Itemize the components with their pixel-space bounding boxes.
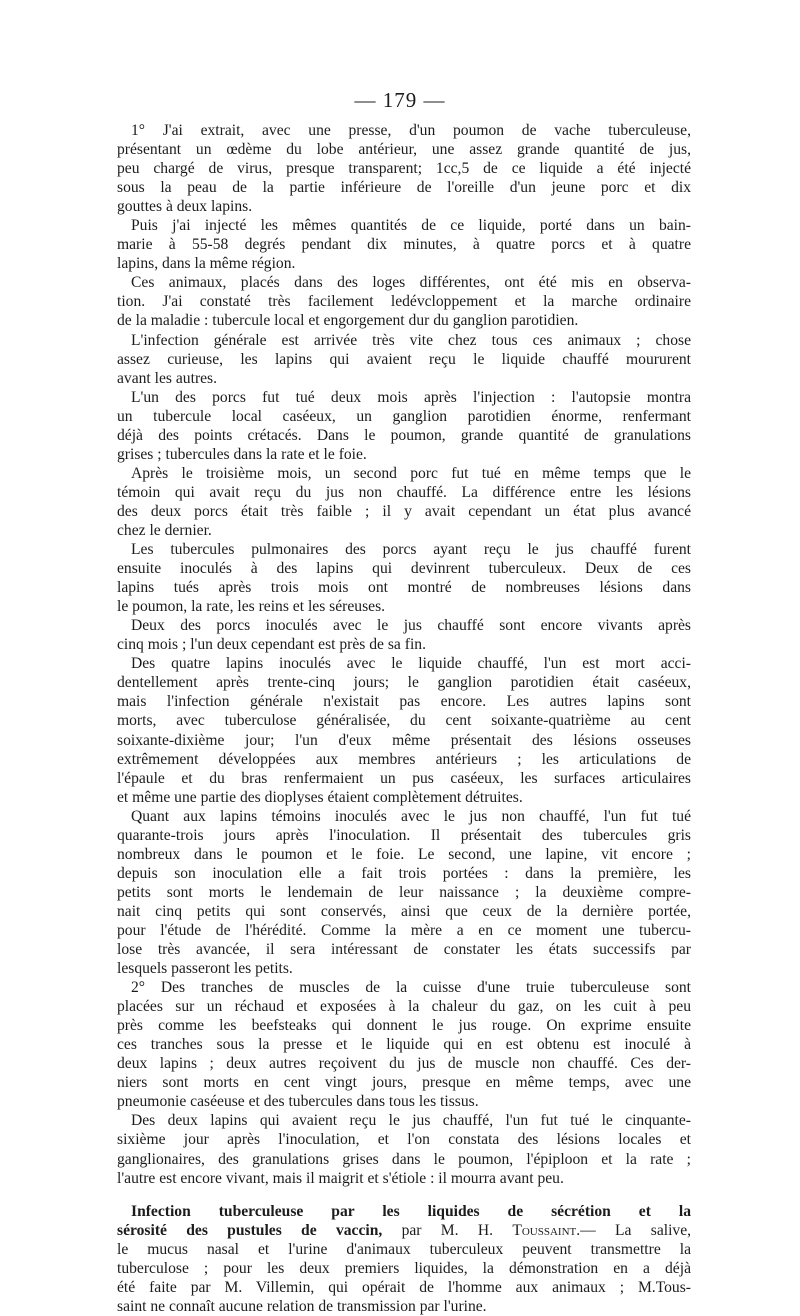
text-line: l'autre est encore vivant, mais il maigrit et s'étiole : il mourra avant peu. [117,1169,564,1187]
paragraph [117,978,691,1111]
text-line: ces tranches sous la presse et le liquide qui en est obtenu est inoculé à [117,1036,691,1054]
paragraph [117,216,691,273]
section-entry [117,1202,691,1316]
text-line: déjà des points crétacés. Dans le poumon, grande quantité de granulations [117,426,691,444]
body-text [117,121,691,1316]
text-line: 1° J'ai extrait, avec une presse, d'un poumon de vache tuberculeuse, [131,122,691,139]
section-heading: Infection tuberculeuse par les liquides de sécrétion et la [131,1202,691,1220]
text-line: pneumonie caséeuse et des tubercules dans tous les tissus. [117,1093,479,1111]
text-line: mais l'infection générale n'existait pas encore. Les autres lapins sont [117,693,691,711]
text-line: assez curieuse, les lapins qui avaient reçu le liquide chauffé moururent [117,350,691,368]
text-line: l'épaule et du bras renfermaient un pus caséeux, les surfaces articulaires [117,769,691,787]
text-line: lose très avancée, il sera intéressant de constater les états successifs par [117,941,691,959]
paragraph [117,616,691,654]
text-line: lapins, dans la même région. [117,255,296,273]
paragraph-list [117,121,691,1188]
text-line: un tubercule local caséeux, un ganglion parotidien énorme, renfermant [117,407,691,425]
text-line: ganglionaires, des granulations grises dans le poumon, l'épiploon et la rate ; [117,1150,691,1168]
text-line: placées sur un réchaud et exposées à la chaleur du gaz, on les cuit à peu [117,998,691,1016]
text-line: niers sont morts en cent vingt jours, presque en même temps, avec une [117,1074,691,1092]
text-line: près comme les beefsteaks qui donnent le jus rouge. On exprime ensuite [117,1017,691,1035]
text-line: Puis j'ai injecté les mêmes quantités de ce liquide, porté dans un bain- [131,217,691,235]
text-line: saint ne connaît aucune relation de transmission par l'urine. [117,1297,487,1315]
section-heading-continued: sérosité des pustules de vaccin, [117,1221,383,1239]
author-name: Toussaint. [512,1221,581,1239]
paragraph [117,331,691,388]
text-line: présentant un œdème du lobe antérieur, une assez grande quantité de jus, [117,141,691,159]
text-line: cinq mois ; l'un deux cependant est près de sa fin. [117,636,426,654]
text-line: 2° Des tranches de muscles de la cuisse d'une truie tuberculeuse sont [131,979,691,997]
text-line: des deux porcs était très faible ; il y avait cependant un état plus avancé [117,502,691,520]
paragraph [117,464,691,540]
paragraph [117,807,691,978]
text-line: chez le dernier. [117,521,212,539]
section-heading-line [117,1202,691,1221]
section-heading-line [117,1221,691,1240]
text-line: Deux des porcs inoculés avec le jus chauffé sont encore vivants après [131,617,691,635]
text-line: ensuite inoculés à des lapins qui devinrent tuberculeux. Deux de ces [117,560,691,578]
text-line: depuis son inoculation elle a fait trois portées : dans la première, les [117,864,691,882]
text-line: grises ; tubercules dans la rate et le foie. [117,445,367,463]
paragraph [117,1111,691,1187]
text-line: quarante-trois jours après l'inoculation. Il présentait des tubercules gris [117,826,691,844]
text-line: témoin qui avait reçu du jus non chauffé. La différence entre les lésions [117,483,691,501]
text-line: de la maladie : tubercule local et engorgement dur du ganglion parotidien. [117,312,579,330]
page-number: — 179 — [354,88,446,112]
section-text-start: — La salive, [580,1221,691,1239]
text-line: le mucus nasal et l'urine d'animaux tuberculeux peuvent transmettre la [117,1240,691,1258]
text-line: Après le troisième mois, un second porc fut tué en même temps que le [131,464,691,482]
text-line: tuberculose ; pour les deux premiers liquides, la démonstration en a déjà [117,1259,691,1277]
text-line: nombreux dans le poumon et le foie. Le second, une lapine, vit encore ; [117,845,691,863]
text-line: lesquels passeront les petits. [117,960,293,978]
text-line: sixième jour après l'inoculation, et l'on constata des lésions locales et [117,1131,691,1149]
text-line: pour l'étude de l'hérédité. Comme la mère a en ce moment une tubercu- [117,921,691,939]
text-line: nait cinq petits qui sont conservés, ainsi que ceux de la dernière portée, [117,902,691,920]
text-line: Des deux lapins qui avaient reçu le jus chauffé, l'un fut tué le cinquante- [131,1112,691,1130]
text-line: soixante-dixième jour; l'un d'eux même présentait des lésions osseuses [117,731,691,749]
text-line: avant les autres. [117,369,218,387]
paragraph [117,540,691,616]
text-line: petits sont morts le lendemain de leur naissance ; la deuxième compre- [117,883,691,901]
text-line: morts, avec tuberculose généralisée, du cent soixante-quatrième au cent [117,712,691,730]
text-line: Ces animaux, placés dans des loges différentes, ont été mis en observa- [131,274,691,292]
section-body [117,1240,691,1316]
text-line: le poumon, la rate, les reins et les séreuses. [117,598,386,616]
text-line: L'infection générale est arrivée très vite chez tous ces animaux ; chose [131,331,691,349]
text-line: gouttes à deux lapins. [117,198,253,216]
paragraph [117,121,691,216]
text-line: marie à 55-58 degrés pendant dix minutes, à quatre porcs et à quatre [117,236,691,254]
text-line: sous la peau de la partie inférieure de l'oreille d'un jeune porc et dix [117,179,691,197]
text-line: deux lapins ; deux autres reçoivent du jus de muscle non chauffé. Ces der- [117,1055,691,1073]
text-line: dentellement après trente-cinq jours; le ganglion parotidien était caséeux, [117,674,691,692]
text-line: lapins tués après trois mois ont montré de nombreuses lésions dans [117,579,691,597]
text-line: Les tubercules pulmonaires des porcs ayant reçu le jus chauffé furent [131,541,691,559]
text-line: Quant aux lapins témoins inoculés avec le jus non chauffé, l'un fut tué [131,807,691,825]
paragraph [117,273,691,330]
text-line: été faite par M. Villemin, qui opérait de l'homme aux animaux ; M.Tous- [117,1278,691,1296]
paragraph [117,388,691,464]
author-prefix: par M. H. [401,1221,494,1239]
text-line: et même une partie des dioplyses étaient complètement détruites. [117,788,523,806]
paragraph [117,654,691,806]
text-line: Des quatre lapins inoculés avec le liquide chauffé, l'un est mort acci- [131,655,691,673]
text-line: extrêmement développées aux membres antérieurs ; les articulations de [117,750,691,768]
text-line: L'un des porcs fut tué deux mois après l'injection : l'autopsie montra [131,388,691,406]
text-line: peu chargé de virus, presque transparent; 1cc,5 de ce liquide a été injecté [117,160,691,178]
text-line: tion. J'ai constaté très facilement ledévcloppement et la marche ordinaire [117,293,691,311]
